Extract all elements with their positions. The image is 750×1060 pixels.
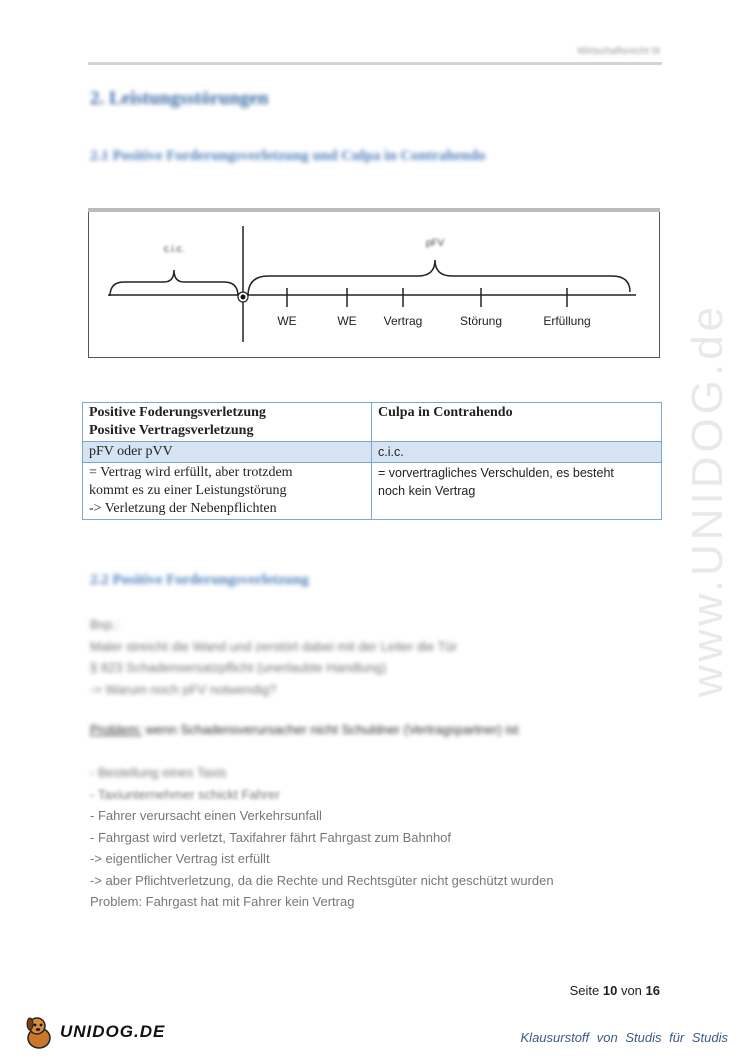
page-number [570,983,660,998]
header-line: Positive Foderungsverletzung [89,405,266,420]
watermark: www.UNIDOG.de [683,302,732,698]
section-heading: 2. Leistungsstörungen [90,88,269,109]
list-item: - Bestellung eines Taxis [90,765,227,780]
list-item: - Fahrer verursacht einen Verkehrsunfall [90,808,322,823]
page-current: 10 [602,983,618,998]
footer-logo [22,1012,165,1052]
table-cell [83,463,372,520]
table-cell [372,463,662,520]
header-rule [88,62,662,65]
list-item: -> eigentlicher Vertrag ist erfüllt [90,851,270,866]
page-total: 16 [645,983,660,998]
problem-statement [90,719,519,741]
right-brace [248,260,630,296]
dog-logo-icon [22,1014,56,1050]
diagram-top-shade [88,208,660,212]
comparison-table [82,402,662,520]
cell-line: = vorvertragliches Verschulden, es besteht [378,466,614,480]
cell-line: = Vertrag wird erfüllt, aber trotzdem [89,465,293,480]
text-line: § 823 Schadensersatzpflicht (unerlaubte Handlung) [90,660,387,675]
timeline-diagram [88,208,662,360]
text-line: Maler streicht die Wand und zerstört dabei mit der Leiter die Tür [90,638,458,654]
cell-line: -> Verletzung der Nebenpflichten [89,501,277,516]
tick-label: Vertrag [383,314,423,328]
problem-text: wenn Schadensverursacher nicht Schuldner (Vertragspartner) ist [142,722,519,737]
tick-label: Erfüllung [543,314,591,328]
table-cell [83,403,372,442]
table-cell: pFV oder pVV [83,442,372,463]
page-prefix: Seite [569,983,603,998]
subsection-heading-2-2: 2.2 Positive Forderungsverletzung [90,572,309,588]
page-middle: von [617,983,646,998]
left-brace [110,270,238,296]
logo-text: UNIDOG.DE [60,1022,166,1041]
header-line: Positive Vertragsverletzung [89,423,254,438]
running-header: Wirtschaftsrecht III [577,46,660,57]
tick-label: WE [277,314,297,328]
tick-label: Störung [459,314,503,328]
table-row [83,463,662,520]
origin-dot [241,295,246,300]
table-cell [372,403,662,442]
text-line: Bsp.: [90,617,120,632]
example-block [90,614,457,700]
list-item: - Fahrgast wird verletzt, Taxifahrer fährt Fahrgast zum Bahnhof [90,829,452,845]
table-cell: c.i.c. [372,442,662,463]
cell-line: noch kein Vertrag [378,484,476,498]
brace-label-pfv: pFV [425,238,445,249]
list-item: -> aber Pflichtverletzung, da die Rechte und Rechtsgüter nicht geschützt wurden [90,872,554,888]
header-line: Culpa in Contrahendo [378,405,513,420]
brace-label-cic: c.i.c. [163,244,185,255]
cell-line: kommt es zu einer Leistungstörung [89,483,287,498]
table-row [83,442,662,463]
list-item: Problem: Fahrgast hat mit Fahrer kein Vertrag [90,894,355,909]
list-item: - Taxiunternehmer schickt Fahrer [90,786,280,802]
table-header-row [83,403,662,442]
footer-slogan: Klausurstoff von Studis für Studis [520,1030,728,1045]
taxi-example-list [90,762,554,913]
tick-label: WE [337,314,357,328]
subsection-heading-2-1: 2.1 Positive Forderungsverletzung und Culpa in Contrahendo [90,148,486,164]
text-line: -> Warum noch pFV notwendig? [90,681,277,697]
problem-label: Problem: [90,722,143,737]
